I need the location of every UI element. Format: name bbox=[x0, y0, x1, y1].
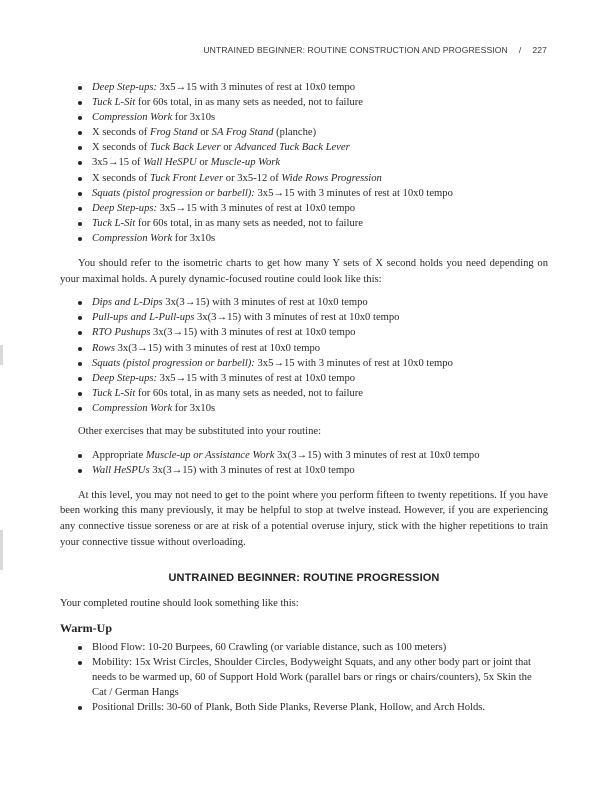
list-item bbox=[60, 186, 548, 201]
exercise-name: Advanced Tuck Back Lever bbox=[234, 142, 350, 154]
page-body bbox=[60, 80, 548, 715]
list-item bbox=[60, 325, 548, 340]
item-text: for 3x10s bbox=[172, 112, 216, 124]
exercise-name: Dips and L-Dips bbox=[92, 297, 163, 309]
item-text: 3x5→15 with 3 minutes of rest at 10x0 tempo bbox=[254, 357, 453, 369]
list-item bbox=[60, 341, 548, 356]
exercise-name: Pull-ups and L-Pull-ups bbox=[92, 312, 195, 324]
item-text: 3x(3→15) with 3 minutes of rest at 10x0 tempo bbox=[114, 342, 321, 354]
item-text: or bbox=[196, 157, 211, 169]
item-text: for 60s total, in as many sets as needed, not to failure bbox=[135, 387, 363, 399]
exercise-name: Tuck Front Lever bbox=[149, 172, 224, 184]
item-text: 3x5→15 with 3 minutes of rest at 10x0 tempo bbox=[157, 82, 356, 93]
item-text: or bbox=[220, 142, 235, 154]
list-item bbox=[60, 231, 548, 246]
item-text: X seconds of bbox=[92, 127, 150, 139]
exercise-name: Compression Work bbox=[92, 232, 173, 244]
warmup-list bbox=[60, 640, 548, 715]
exercise-name: Tuck L-Sit bbox=[92, 97, 136, 109]
list-item bbox=[60, 401, 548, 416]
exercise-name: Deep Step-ups: bbox=[92, 372, 158, 384]
item-text: 3x(3→15) with 3 minutes of rest at 10x0 tempo bbox=[194, 312, 400, 324]
item-text: 3x(3→15) with 3 minutes of rest at 10x0 tempo bbox=[150, 327, 356, 339]
warmup-item: Blood Flow: 10-20 Burpees, 60 Crawling (or variable distance, such as 100 meters) bbox=[60, 640, 548, 655]
item-text: for 60s total, in as many sets as needed, not to failure bbox=[135, 97, 363, 109]
list-item bbox=[60, 310, 548, 325]
item-text: X seconds of bbox=[92, 172, 150, 184]
paragraph-completed-routine: Your completed routine should look something like this: bbox=[60, 598, 299, 610]
list-item bbox=[60, 386, 548, 401]
list-item bbox=[60, 110, 548, 125]
routine-list-mixed bbox=[60, 80, 548, 246]
exercise-name: Frog Stand bbox=[149, 127, 198, 139]
item-text: 3x5→15 of bbox=[92, 157, 144, 169]
item-text: (planche) bbox=[273, 127, 317, 139]
exercise-name: SA Frog Stand bbox=[211, 127, 274, 139]
item-text: 3x(3→15) with 3 minutes of rest at 10x0 tempo bbox=[162, 297, 368, 309]
item-text: X seconds of bbox=[92, 142, 150, 154]
list-item bbox=[60, 80, 548, 95]
item-text: 3x(3→15) with 3 minutes of rest at 10x0 tempo bbox=[274, 449, 480, 461]
list-item bbox=[60, 463, 548, 478]
exercise-name: Squats (pistol progression or barbell): bbox=[92, 357, 255, 369]
exercise-name: Wall HeSPUs bbox=[92, 464, 150, 476]
item-text: for 3x10s bbox=[172, 402, 216, 414]
exercise-name: Tuck L-Sit bbox=[92, 387, 136, 399]
list-item bbox=[60, 356, 548, 371]
exercise-name: Tuck Back Lever bbox=[149, 142, 221, 154]
list-item bbox=[60, 216, 548, 231]
running-header bbox=[203, 45, 547, 55]
list-item bbox=[60, 448, 548, 463]
item-text: 3x5→15 with 3 minutes of rest at 10x0 tempo bbox=[157, 202, 356, 214]
page-edge-mark bbox=[0, 530, 3, 570]
item-text: for 60s total, in as many sets as needed, not to failure bbox=[135, 217, 363, 229]
list-item bbox=[60, 171, 548, 186]
substitute-exercise-list bbox=[60, 448, 548, 478]
exercise-name: Wall HeSPU bbox=[143, 157, 197, 169]
running-title: UNTRAINED BEGINNER: ROUTINE CONSTRUCTION AND PROGRESSION bbox=[203, 45, 508, 55]
list-item bbox=[60, 201, 548, 216]
exercise-name: Deep Step-ups: bbox=[92, 82, 158, 93]
section-heading: UNTRAINED BEGINNER: ROUTINE PROGRESSION bbox=[168, 572, 440, 585]
paragraph-isometric-charts: You should refer to the isometric charts to get how many Y sets of X second holds you need depending on your maximal holds. A purely dynamic-focused routine could look like this: bbox=[60, 258, 548, 285]
item-text: Appropriate bbox=[92, 449, 146, 461]
item-text: 3x(3→15) with 3 minutes of rest at 10x0 tempo bbox=[149, 464, 355, 476]
exercise-name: Muscle-up or Assistance Work bbox=[145, 449, 275, 461]
routine-list-dynamic bbox=[60, 295, 548, 416]
exercise-name: Wide Rows Progression bbox=[281, 172, 382, 184]
list-item bbox=[60, 95, 548, 110]
warmup-item: Mobility: 15x Wrist Circles, Shoulder Circles, Bodyweight Squats, and any other body part or joint that needs to be warmed up, 60 of Support Hold Work (parallel bars or rings or chairs/counters), 5x Skin the Cat / German Hangs bbox=[60, 655, 548, 700]
item-text: or 3x5-12 of bbox=[223, 172, 282, 184]
paragraph-repetitions: At this level, you may not need to get to the point where you perform fifteen to twenty repetitions. If you have been working this many previously, it may be helpful to stop at twelve instead. However, if you are experiencing any connective tissue soreness or are at risk of a potential overuse injury, stick with the higher repetitions to train your connective tissue without overloading. bbox=[60, 489, 548, 548]
exercise-name: Deep Step-ups: bbox=[92, 202, 158, 214]
exercise-name: Muscle-up Work bbox=[210, 157, 281, 169]
exercise-name: Compression Work bbox=[92, 112, 173, 124]
warmup-heading: Warm-Up bbox=[60, 620, 112, 635]
header-separator: / bbox=[518, 45, 522, 55]
item-text: 3x5→15 with 3 minutes of rest at 10x0 tempo bbox=[157, 372, 356, 384]
exercise-name: Rows bbox=[92, 342, 115, 354]
exercise-name: Compression Work bbox=[92, 402, 173, 414]
item-text: 3x5→15 with 3 minutes of rest at 10x0 tempo bbox=[254, 187, 453, 199]
exercise-name: RTO Pushups bbox=[92, 327, 151, 339]
item-text: or bbox=[197, 127, 212, 139]
page-number: 227 bbox=[532, 45, 547, 55]
list-item bbox=[60, 155, 548, 170]
warmup-item: Positional Drills: 30-60 of Plank, Both Side Planks, Reverse Plank, Hollow, and Arch Holds. bbox=[60, 700, 548, 715]
list-item bbox=[60, 371, 548, 386]
paragraph-substitutes: Other exercises that may be substituted into your routine: bbox=[78, 425, 322, 437]
list-item bbox=[60, 125, 548, 140]
page-edge-mark bbox=[0, 345, 3, 365]
list-item bbox=[60, 295, 548, 310]
exercise-name: Tuck L-Sit bbox=[92, 217, 136, 229]
exercise-name: Squats (pistol progression or barbell): bbox=[92, 187, 255, 199]
list-item bbox=[60, 140, 548, 155]
item-text: for 3x10s bbox=[172, 232, 216, 244]
